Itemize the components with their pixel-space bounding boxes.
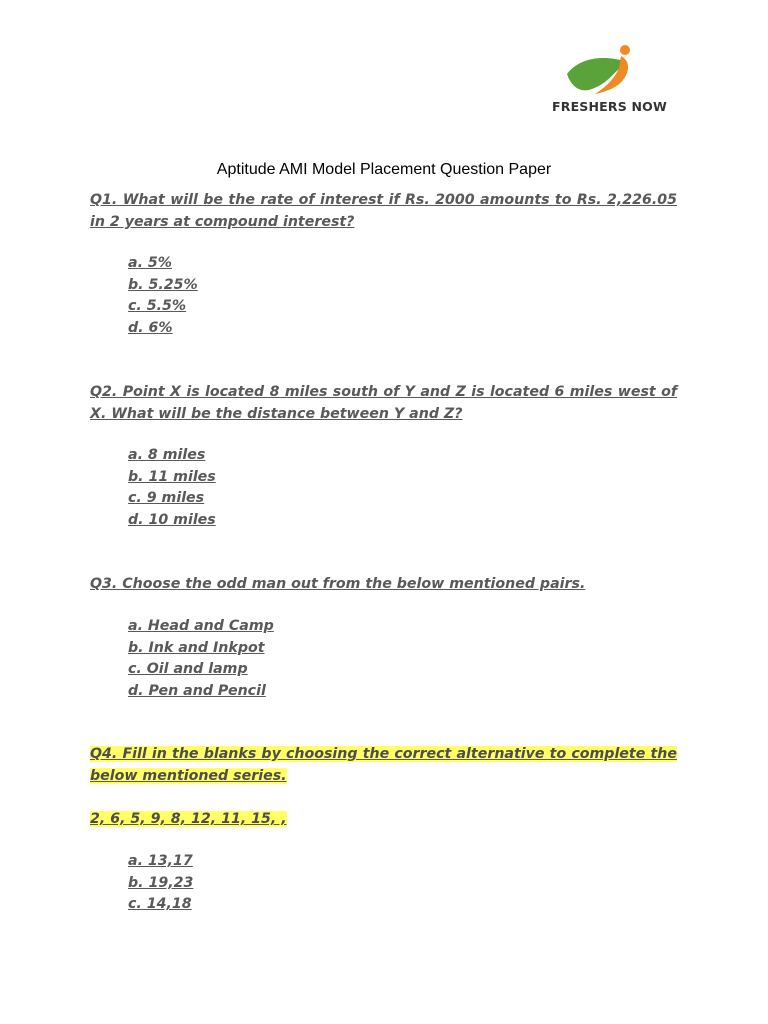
freshers-now-logo <box>549 44 667 124</box>
option-item: a. 13,17 <box>128 853 193 869</box>
logo-leaf-figure-icon <box>565 44 645 96</box>
question-4-series-line <box>90 808 677 830</box>
option-item: d. Pen and Pencil <box>128 682 266 699</box>
option-item: c. 5.5% <box>128 298 187 315</box>
number-series: 2, 6, 5, 9, 8, 12, 11, 15, , <box>90 811 287 827</box>
question-3: Q3. Choose the odd man out from the below mentioned pairs. <box>90 576 586 592</box>
option-item: a. 5% <box>128 255 172 271</box>
page-title: Aptitude AMI Model Placement Question Paper <box>216 161 552 178</box>
option-item: b. Ink and Inkpot <box>128 639 265 656</box>
question-4 <box>90 743 677 787</box>
logo-text: FRESHERS NOW <box>552 99 667 114</box>
option-item: b. 11 miles <box>128 468 216 485</box>
option-item: c. Oil and lamp <box>128 661 248 678</box>
option-item: d. 10 miles <box>128 511 216 528</box>
option-item: b. 19,23 <box>128 874 194 891</box>
option-item: a. 8 miles <box>128 447 206 463</box>
question-2: Q2. Point X is located 8 miles south of Y and Z is located 6 miles west of X. What will be the distance between Y and Z? <box>90 384 677 422</box>
question-4-options <box>128 851 193 916</box>
option-item: d. 6% <box>128 319 173 336</box>
option-item: b. 5.25% <box>128 276 198 293</box>
question-4-text: Q4. Fill in the blanks by choosing the correct alternative to complete the below mentioned series. <box>90 746 677 784</box>
question-1-options <box>128 253 198 339</box>
question-1: Q1. What will be the rate of interest if Rs. 2000 amounts to Rs. 2,226.05 in 2 years at compound interest? <box>90 192 677 230</box>
question-2-options <box>128 445 216 531</box>
option-item: a. Head and Camp <box>128 618 274 634</box>
question-3-options <box>128 616 274 702</box>
option-item: c. 14,18 <box>128 896 192 913</box>
option-item: c. 9 miles <box>128 490 205 507</box>
